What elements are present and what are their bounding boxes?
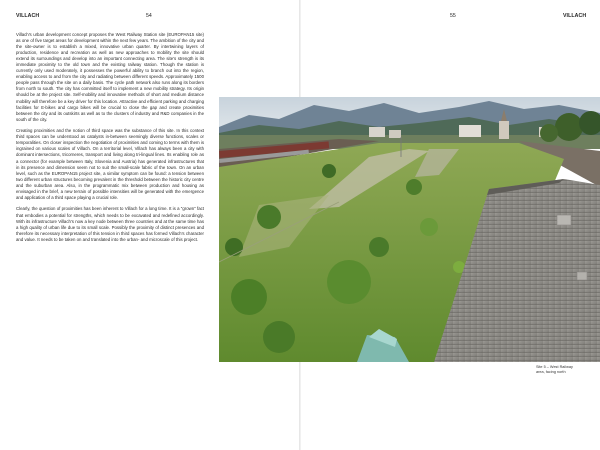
figure-caption: [536, 365, 596, 375]
figure-caption-line-1: Site 5 – West Railway: [536, 365, 573, 369]
left-page-number: 54: [146, 13, 152, 19]
site-photo-illustration: [219, 97, 600, 362]
right-page-number: 55: [450, 13, 456, 19]
left-running-title: VILLACH: [16, 13, 40, 19]
right-running-title: VILLACH: [563, 13, 587, 19]
site-photograph: [219, 97, 600, 362]
body-paragraph-1: Villach's urban development concept proposes the West Railway Station site (EUROPAN15 site) as one of five target areas for development within the next few years. The ambition of the city and the site-owner is to establish a mixed, innovative urban quarter. By intertwining layers of production, residence and recreation as well as new approaches to mobility the site should extend its surroundings and develop into an important connecting area. The site's strength is its immediate proximity to the old town and the existing railway station. Though the station is currently only used moderately, it possesses the powerful ability to branch out into the region, enabling access to and from the city and radiating between different speeds. Approximately 1500 people pass through the site on a daily basis. The cycle path network also runs along its borders from north to south. The city has committed itself to implement a new mobility strategy. Its origin should be at the project site. Self-mobility and innovative methods of short and medium distance mobility will therefore be a key driver for this location. Attractive and efficient parking and charging facilities for E-bikes and cargo bikes will be crucial to close the gap and create proximities between the city and its outskirts as well as to the clusters of industry and R&D companies in the south of the city.: [16, 32, 204, 122]
body-text-column: [16, 32, 204, 248]
body-paragraph-2: Creating proximities and the notion of third space was the substance of this site. In this context third spaces can be understood as catalysts in-between seemingly diverse functions, scales or temporalities. On closer inspection the negotiation of proximities and coming to terms with them is ingrained on various scales of Villach. On a territorial level, Villach has always been a city with dominant intersections, tricorneres, transport and living along tri-lingual lines. Its enabling role as a connector (for example between Italy, Slovenia and Austria) has generated infrastructures that in its presence and dimension seem not to suit the small-scale fabric of the town. On an urban level, such as the EUROPAN15 project site, a similar symptom can be found: a tension between two different urban structures becoming prevalent in the threshold between the historic city centre and the suburban area. Also, in the programmatic mix between production and housing as envisaged in the brief, a new terrain of possible intensities will be generated with the emergence and application of a third space playing a crucial role.: [16, 128, 204, 200]
body-paragraph-3: Clearly, the question of proximities has been inherent to Villach for a long time. It is a "grown" fact that embodies a potential for strengths, which needs to be excavated and redefined accordingly. With its infrastructure Villach's now a key node between three countries and at the same time has a high quality of urban life due to its small scale. Possibly the proximity of distinct presences and therefore its necessary interpretation of this tension in third spaces has formed Villach's character and value. It needs to be taken on and translated into the urban- and microscale of this project.: [16, 206, 204, 242]
figure-caption-line-2: area, facing north: [536, 370, 566, 374]
